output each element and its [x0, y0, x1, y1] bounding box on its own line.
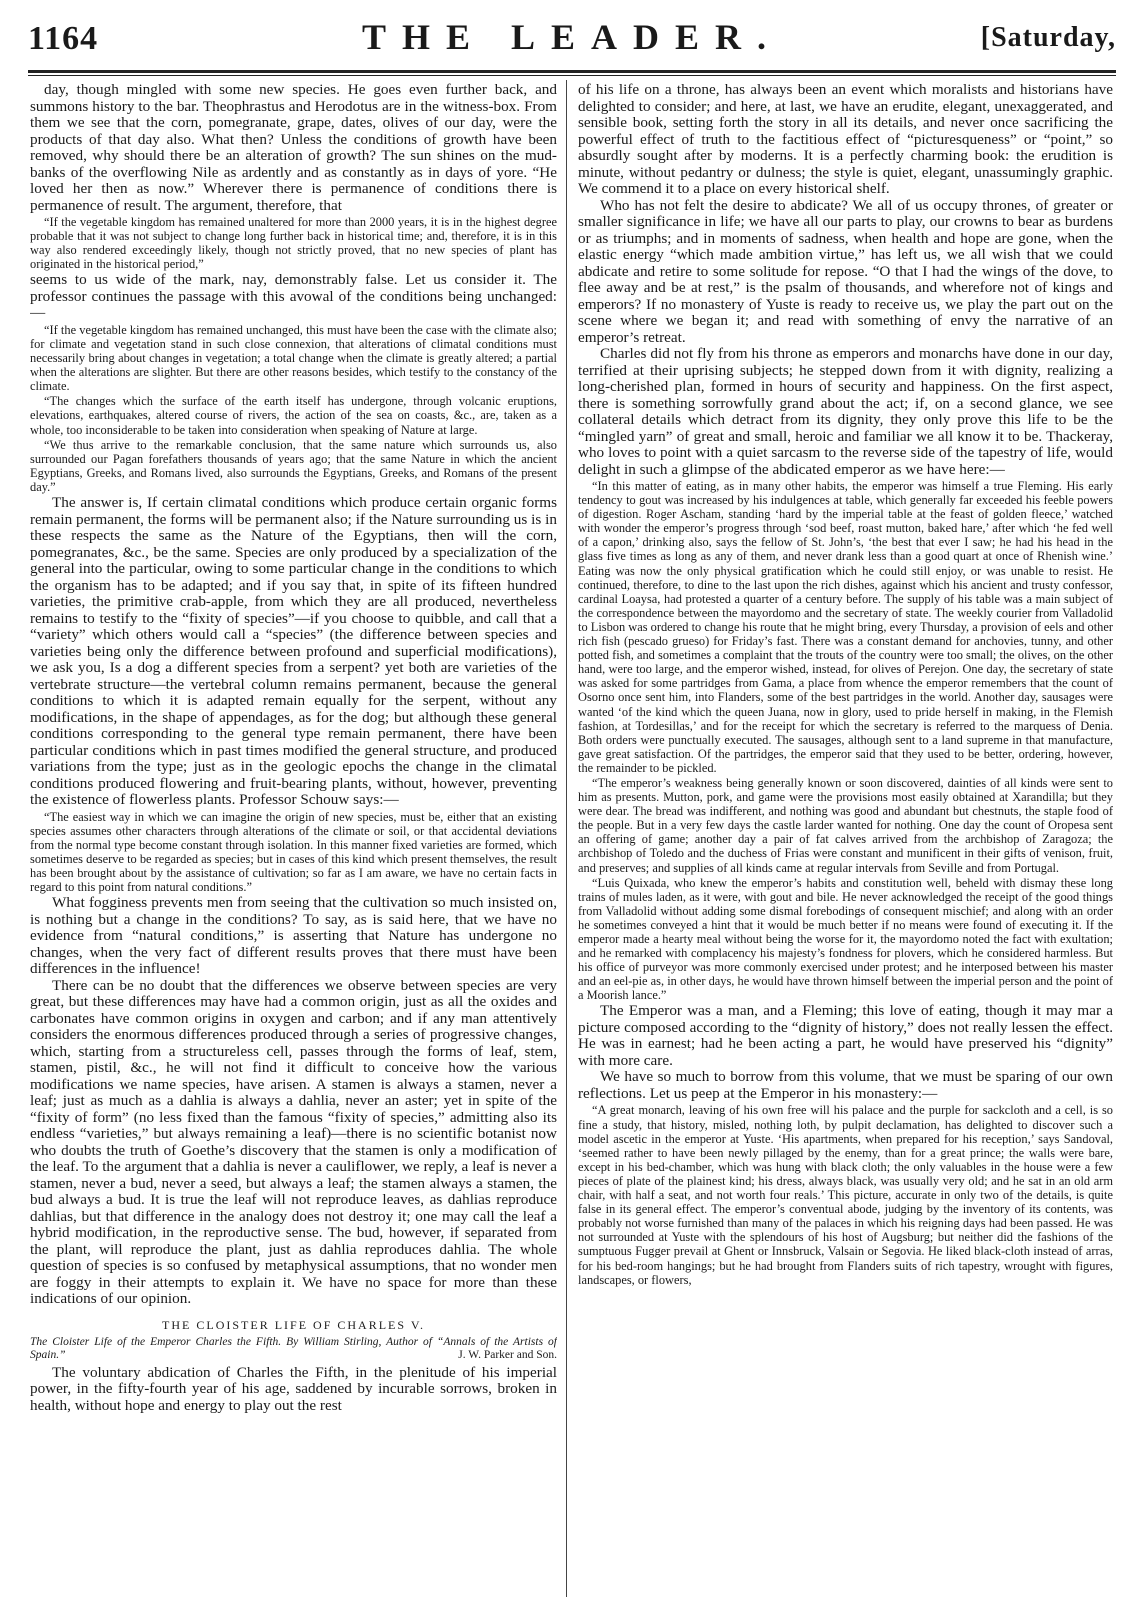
- quotation: “If the vegetable kingdom has remained unchanged, this must have been the case with the climate also; for climate and vegetation stand in such close connexion, that alterations of climatal conditions must necessarily bring about changes in vegetation; a total change when the climate is greatly altered; a partial when the alterations are slighter. But there are other reasons besides, which testify to the constancy of the climate.: [30, 322, 557, 394]
- paragraph: of his life on a throne, has always been an event which moralists and historians have delighted to consider; and here, at last, we have an erudite, elegant, unexaggerated, and sensible book, setting forth the story in all its details, and never once sacrificing the powerful effect of truth to the factitious effect of “picturesqueness” or “point,” so absurdly sought after by moderns. It is a perfectly charming book: the erudition is minute, without pedantry or dulness; the style is quiet, elegant, unassumingly graphic. We commend it to a place on every historical shelf.: [578, 82, 1113, 197]
- paragraph: Charles did not fly from his throne as emperors and monarchs have done in our day, terrified at their uprising subjects; he stepped down from it with dignity, realizing a long-cherished plan, formed in hours of security and happiness. On the first aspect, there is something sorrowfully grand about the act; if, on a second glance, we see collateral details which detract from its dignity, they only prove this life to be the “mingled yarn” of great and small, heroic and familiar we all know it to be. Thackeray, who loves to point with a quiet sarcasm to the reverse side of the tapestry of life, would delight in such a glimpse of the abdicated emperor as we have here:—: [578, 345, 1113, 478]
- review-citation: [30, 1336, 557, 1362]
- quotation: “Luis Quixada, who knew the emperor’s habits and constitution well, beheld with dismay these long trains of mules laden, as it were, with gout and bile. He never acknowledged the receipt of the good things from Valladolid without adding some dismal forebodings of consequent mischief; and along with an order he sometimes conveyed a hint that it would be much better if no means were found of executing it. If the emperor made a hearty meal without being the worse for it, the mayordomo noted the fact with exultation; and he remarked with complacency his majesty’s fondness for plovers, which he considered harmless. But his office of purveyor was more commonly exercised under protest; and he interposed between his master and an eel-pie as, in other days, he would have thrown himself between the imperial person and the point of a Moorish lance.”: [578, 875, 1113, 1003]
- quotation: “The easiest way in which we can imagine the origin of new species, must be, either that an existing species assumes other characters through alterations of the climate or soil, or that accidental deviations from the normal type become constant through isolation. In this manner fixed varieties are formed, which sometimes deserve to be regarded as species; but in cases of this kind which present themselves, the result has been brought about by the assistance of cultivation; so far as I am aware, we have no certain facts in regard to this point from natural conditions.”: [30, 809, 557, 894]
- quotation: “In this matter of eating, as in many other habits, the emperor was himself a true Fleming. His early tendency to gout was increased by his indulgences at table, which generally far exceeded his feeble powers of digestion. Roger Ascham, standing ‘hard by the imperial table at the feast of golden fleece,’ watched with wonder the emperor’s progress through ‘sod beef, roast mutton, baked hare,’ after which ‘he fed well of a capon,’ drinking also, says the fellow of St. John’s, ‘the best that ever I saw; he had his head in the glass five times as long as any of them, and never drank less than a good quart at once of Rhenish wine.’ Eating was now the only physical gratification which he could still enjoy, or was unable to resist. He continued, therefore, to dine to the last upon the rich dishes, against which his ancient and trusty confessor, cardinal Loaysa, had protested a quarter of a century before. The supply of his table was a main subject of the correspondence between the mayordomo and the secretary of state. The weekly courier from Valladolid to Lisbon was ordered to change his route that he might bring, every Thursday, a provision of eels and other rich fish (pescado grueso) for Friday’s fast. There was a constant demand for anchovies, tunny, and other potted fish, and sometimes a complaint that the trouts of the country were too small; the olives, on the other hand, were too large, and the emperor wished, instead, for olives of Perejon. One day, the secretary of state was asked for some partridges from Gama, a place from whence the emperor remembers that the count of Osorno once sent him, into Flanders, some of the best partridges in the world. Another day, sausages were wanted ‘of the kind which the queen Juana, now in glory, used to pride herself in making, in the Flemish fashion, at Tordesillas,’ and for the receipt for which the secretary is referred to the marquess of Denia. Both orders were punctually executed. The sausages, although sent to a land supreme in that manufacture, gave great satisfaction. Of the partridges, the emperor said that they used to be better, ordering, however, the remainder to be pickled.: [578, 479, 1113, 775]
- quotation: “The emperor’s weakness being generally known or soon discovered, dainties of all kinds were sent to him as presents. Mutton, pork, and game were the provisions most easily obtained at Xarandilla; but they were dear. The bread was indifferent, and nothing was good and abundant but chestnuts, the staple food of the people. But in a very few days the castle larder wanted for nothing. One day the count of Oropesa sent an offering of game; another day a pair of fat calves arrived from the archbishop of Zaragoza; the archbishop of Toledo and the duchess of Frias were constant and munificent in their gifts of venison, fruit, and preserves; and supplies of all kinds came at regular intervals from Seville and from Portugal.: [578, 775, 1113, 875]
- quotation: “A great monarch, leaving of his own free will his palace and the purple for sackcloth and a cell, is so fine a study, that history, misled, nothing loth, by pulpit declamation, has delighted to discover such a model ascetic in the emperor at Yuste. ‘His apartments, when prepared for his reception,’ says Sandoval, ‘seemed rather to have been newly pillaged by the enemy, than for a great prince; the walls were bare, except in his bed-chamber, which was hung with black cloth; the only valuables in the house were a few pieces of plate of the plainest kind; his dress, always black, was usually very old; and he sat in an old arm chair, with half a seat, and not worth four reals.’ This picture, accurate in only two of the details, is quite false in its general effect. The emperor’s conventual abode, judging by the inventory of its contents, was probably not worse furnished than many of the palaces in which his reigning days had been passed. He was not surrounded at Yuste with the splendours of his host of Augsburg; but neither did the fashions of the sumptuous Fugger prevail at Ghent or Innsbruck, Valsain or Segovia. He liked black-cloth instead of arras, for his bed-room hangings; but he had brought from Flanders suits of rich tapestry, wrought with figures, landscapes, or flowers,: [578, 1103, 1113, 1287]
- header-rule-thin: [28, 75, 1116, 76]
- masthead: [28, 16, 1116, 66]
- paragraph: There can be no doubt that the differences we observe between species are very great, but these differences may have had a common origin, just as all the oxides and carbonates have common origins in oxygen and carbon; and if any man attentively considers the enormous differences produced through a series of progressive changes, which, starting from a structureless cell, passes through the forms of leaf, stem, stamen, pistil, &c., he will not find it difficult to conceive how the various modifications we name species, have arisen. A stamen is always a stamen, never a leaf; just as much as a dahlia is always a dahlia, never an aster; yet in spite of the “fixity of form” (no less fixed than the famous “fixity of species,” admitting also its endless “varieties,” but always remaining a leaf)—there is no scientific botanist now who doubts the truth of Goethe’s discovery that the stamen is only a modification of the leaf. To the argument that a dahlia is never a cauliflower, we reply, a leaf is never a stamen, never a bud, never a seed, but always a leaf; the stamen always a stamen, the bud always a bud. It is true the leaf will not reproduce leaves, as dahlias reproduce dahlias, but that difference in the analogy does not destroy it; one may call the leaf a hybrid modification, in the reproductive sense. The bud, however, if separated from the plant, will reproduce the plant, just as dahlia reproduces dahlia. The whole question of species is so confused by metaphysical assumptions, that no wonder men are foggy in their attempts to explain it. We have no space for more than these indications of our opinion.: [30, 976, 557, 1308]
- paragraph: We have so much to borrow from this volume, that we must be sparing of our own reflections. Let us peep at the Emperor in his monastery:—: [578, 1068, 1113, 1102]
- paragraph: day, though mingled with some new species. He goes even further back, and summons history to the bar. Theophrastus and Herodotus are in the witness-box. From them we see that the corn, pomegranate, grape, dates, olives of our day, were the products of that day also. What then? Unless the conditions of growth have been removed, why should there be an alteration of growth? The sun shines on the mud-banks of the overflowing Nile as ardently and as constantly as in days of yore. “He loved her then as now.” Wherever there is permanence of conditions there is permanence of result. The argument, therefore, that: [30, 82, 557, 214]
- paragraph: Who has not felt the desire to abdicate? We all of us occupy thrones, of greater or smaller significance in life; we have all our parts to play, our crowns to bear as burdens or as triumphs; and in moments of sadness, when health and hope are gone, when the elastic energy “which made ambition virtue,” has left us, we all wish that we could abdicate and retire to some solitude for repose. “O that I had the wings of the dove, to flee away and be at rest,” is the psalm of thousands, and wherefore not of kings and emperors? If no monastery of Yuste is ready to receive us, we play the part out on the scene where we began it; and read with something of envy the narrative of an emperor’s retreat.: [578, 196, 1113, 346]
- column-divider: [566, 80, 567, 1597]
- newspaper-title: THE LEADER.: [361, 17, 783, 57]
- page-number: 1164: [28, 20, 99, 57]
- paragraph: The Emperor was a man, and a Fleming; this love of eating, though it may mar a picture composed according to the “dignity of history,” does not really lessen the effect. He was in earnest; had he been acting a part, he would have preserved his “dignity” with more care.: [578, 1002, 1113, 1069]
- paragraph: What fogginess prevents men from seeing that the cultivation so much insisted on, is nothing but a change in the conditions? To say, as is said here, that we have no evidence from “natural conditions,” is asserting that Nature has undergone no changes, when the very fact of different results proves that there must have been differences in the influence!: [30, 894, 557, 978]
- review-heading: THE CLOISTER LIFE OF CHARLES V.: [162, 1317, 425, 1332]
- left-column: [30, 82, 557, 1601]
- quotation: “We thus arrive to the remarkable conclusion, that the same nature which surrounds us, also surrounded our Pagan forefathers thousands of years ago; that the same Nature in which the ancient Egyptians, Greeks, and Romans lived, also surrounds the Egyptians, Greeks, and Romans of the present day.”: [30, 437, 557, 494]
- publisher: J. W. Parker and Son.: [458, 1348, 557, 1361]
- paragraph: The voluntary abdication of Charles the Fifth, in the plenitude of his imperial power, in the fifty-fourth year of his age, saddened by incurable sorrows, broken in health, without hope and energy to play out the rest: [30, 1363, 557, 1414]
- quotation: “If the vegetable kingdom has remained unaltered for more than 2000 years, it is in the highest degree probable that it was not subject to change long further back in historical time; and, therefore, it is in this way also rendered exceedingly likely, though not strictly proved, that no new species of plant has originated in the historical period,”: [30, 215, 557, 272]
- quotation: “The changes which the surface of the earth itself has undergone, through volcanic eruptions, elevations, earthquakes, altered course of rivers, the action of the sea on coasts, &c., are, taken as a whole, too inconsiderable to be taken into consideration when speaking of Nature at large.: [30, 394, 557, 437]
- citation-text: The Cloister Life of the Emperor Charles the Fifth. By William Stirling, Author of “Annals of the Artists of Spain.”: [30, 1335, 557, 1361]
- issue-day: [Saturday,: [980, 22, 1116, 53]
- header-rule: [28, 70, 1116, 73]
- paragraph: seems to us wide of the mark, nay, demonstrably false. Let us consider it. The professor continues the passage with this avowal of the conditions being unchanged:—: [30, 271, 557, 322]
- right-column: [578, 82, 1113, 1601]
- paragraph: The answer is, If certain climatal conditions which produce certain organic forms remain permanent, the forms will be permanent also; if the Nature surrounding us is in these respects the same as the Nature of the Egyptians, then will the corn, pomegranates, &c., be the same. Species are only produced by a specialization of the general into the particular, owing to some particular change in the conditions to which the organism has to be adapted; and if you say that, in spite of its fifteen hundred varieties, the primitive crab-apple, from which they are all produced, nevertheless remains to testify to the “fixity of species”—if you choose to quibble, and call that a “variety” which others would call a “species” (the difference between species and varieties being only the difference between profound and superficial modifications), we ask you, Is a dog a different species from a serpent? yet both are varieties of the vertebrate structure—the vertebral column remains permanent, because the general conditions to which it is adapted remain equally for the serpent, without any modifications, in the shape of appendages, as for the dog; but although these general conditions corresponding to the general type remain permanent, there have been particular conditions which in past times modified the general structure, and produced variations from the type; just as in the geologic epochs the change in the climatal conditions produced flowering and fruit-bearing plants, without, however, preventing the existence of flowerless plants. Professor Schouw says:—: [30, 494, 557, 808]
